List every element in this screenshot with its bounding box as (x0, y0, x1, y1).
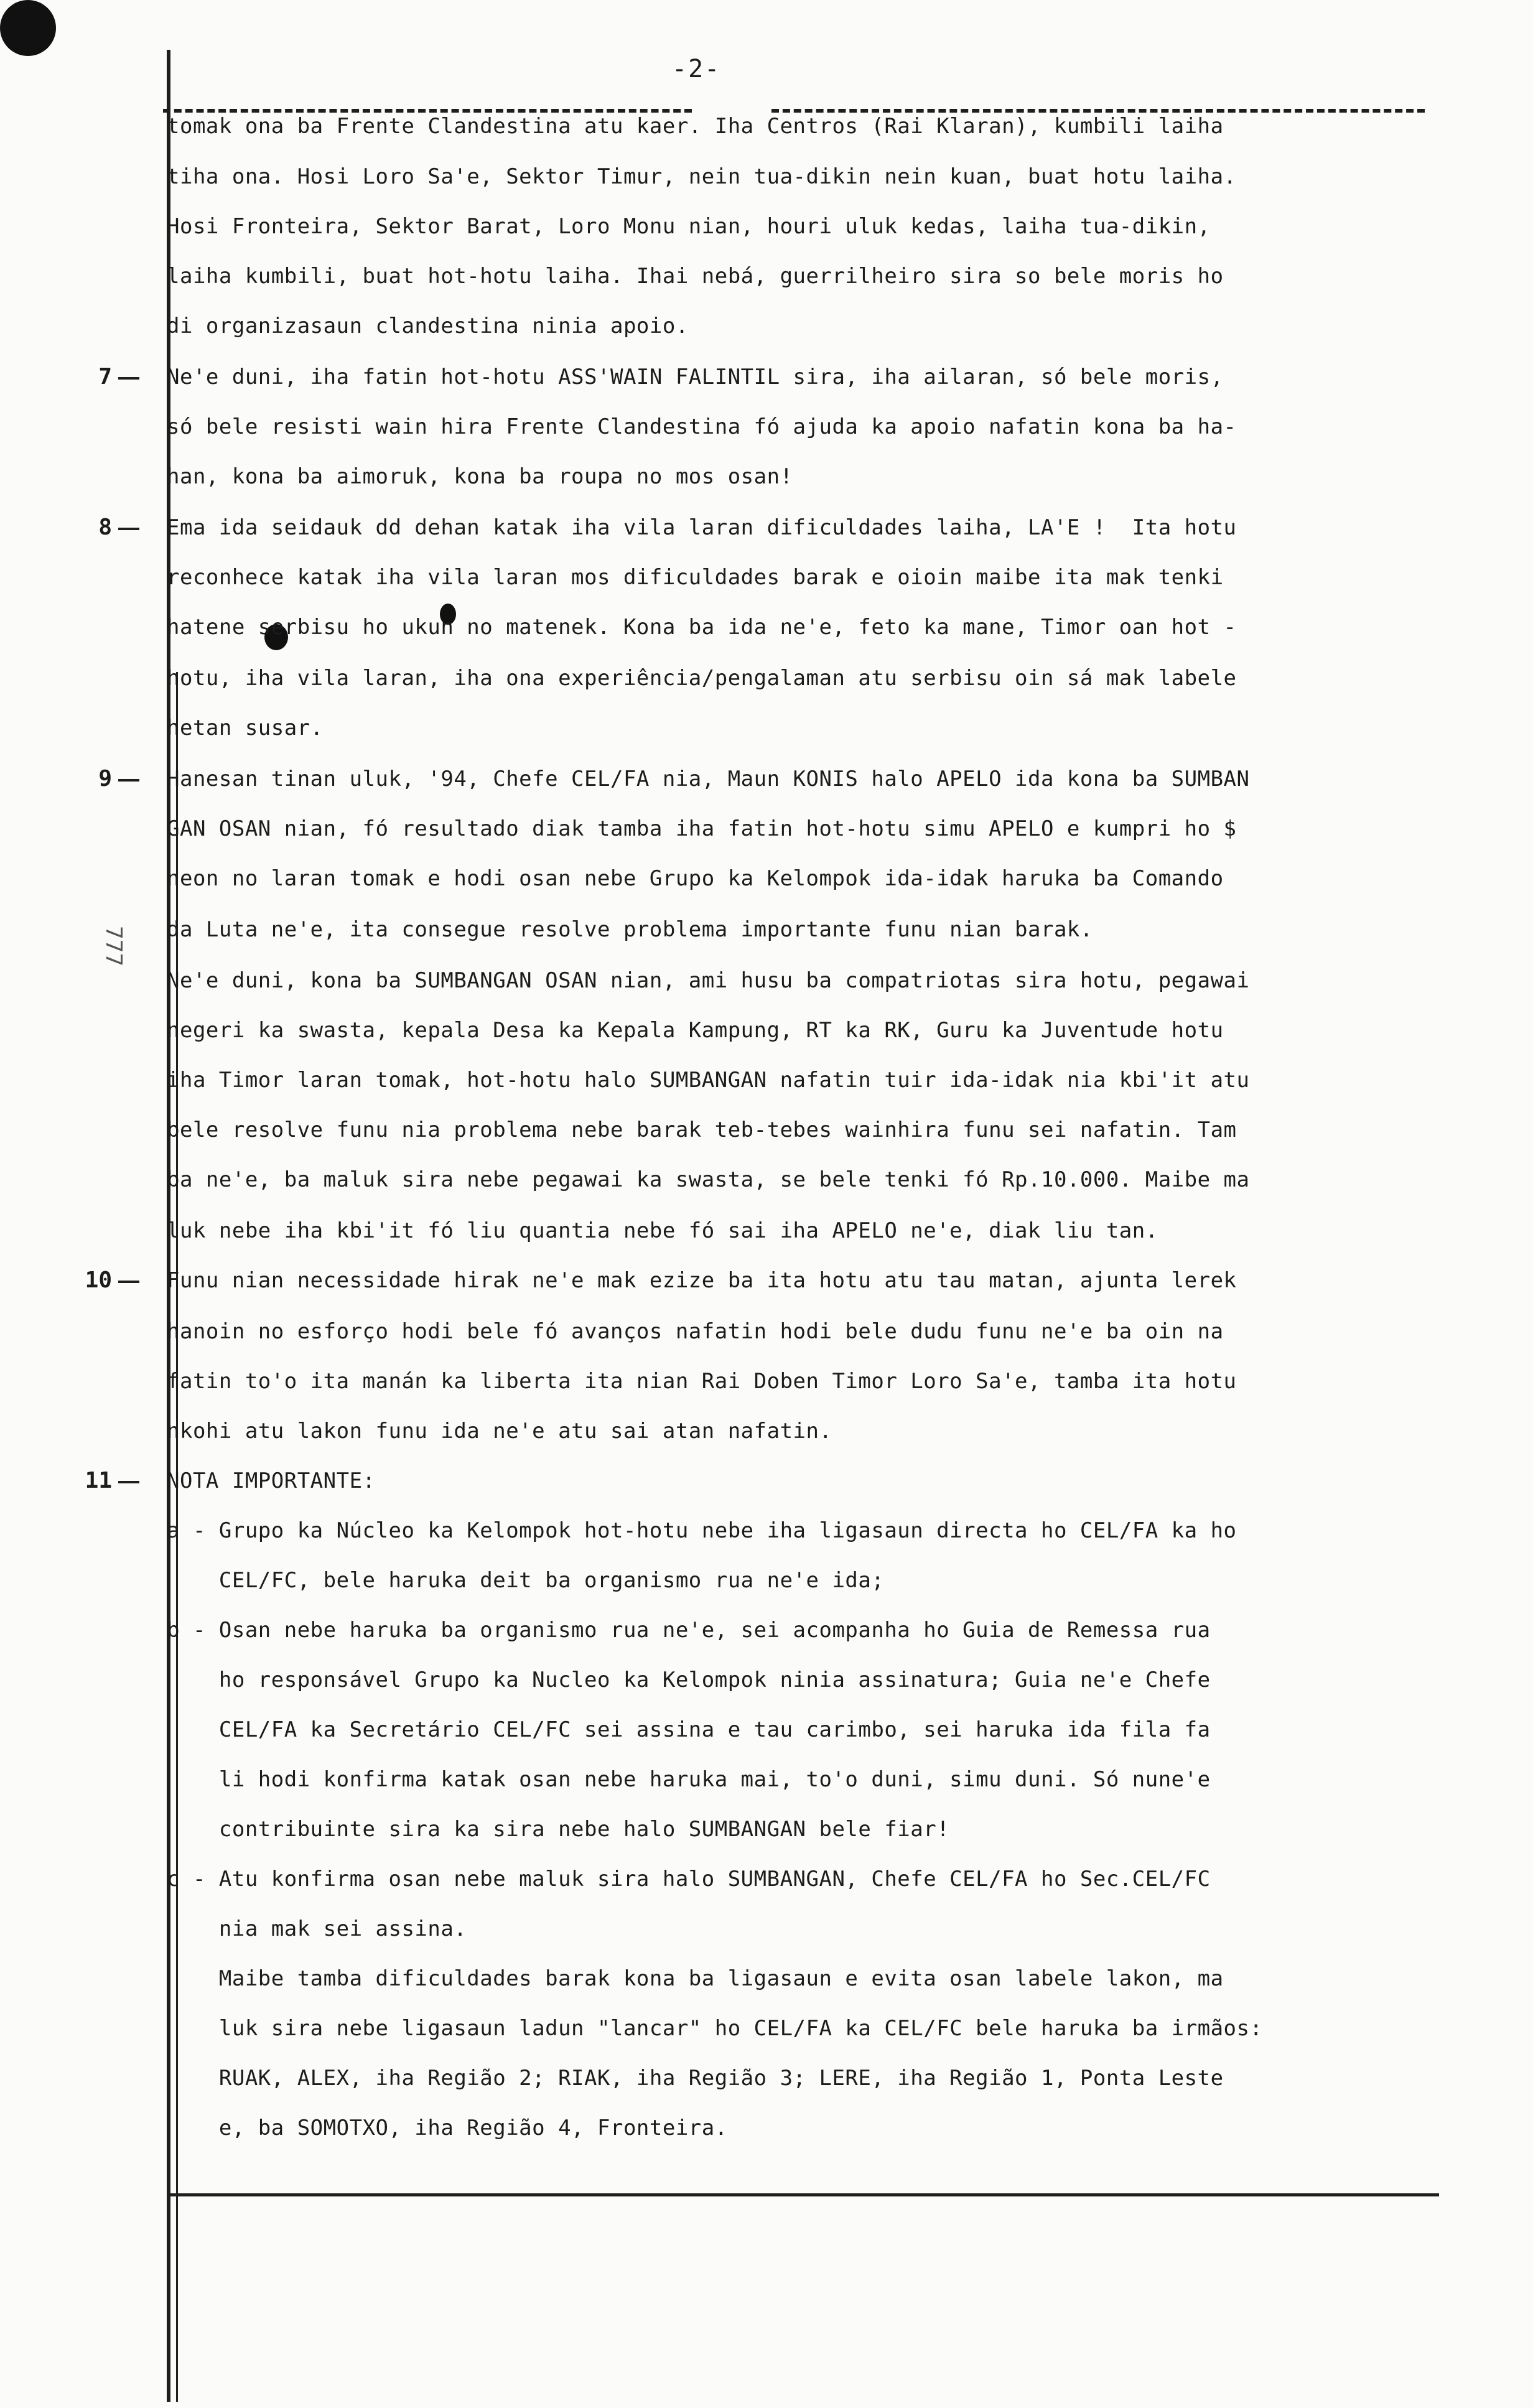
text-line: ho responsável Grupo ka Nucleo ka Kelompok ninia assinatura; Guia ne'e Chefe (167, 1668, 1211, 1692)
text-line: Hanesan tinan uluk, '94, Chefe CEL/FA nia, Maun KONIS halo APELO ida kona ba SUMBAN (167, 767, 1250, 791)
text-line: Ne'e duni, iha fatin hot-hotu ASS'WAIN FALINTIL sira, iha ailaran, só bele moris, (167, 365, 1224, 390)
text-line: RUAK, ALEX, iha Região 2; RIAK, iha Região 3; LERE, iha Região 1, Ponta Leste (167, 2066, 1224, 2091)
text-line: GAN OSAN nian, fó resultado diak tamba iha fatin hot-hotu simu APELO e kumpri ho $ (167, 816, 1237, 841)
text-line: neon no laran tomak e hodi osan nebe Grupo ka Kelompok ida-idak haruka ba Comando (167, 866, 1224, 891)
text-line: NOTA IMPORTANTE: (167, 1468, 376, 1493)
text-line: contribuinte sira ka sira nebe halo SUMBANGAN bele fiar! (167, 1817, 950, 1842)
text-line: negeri ka swasta, kepala Desa ka Kepala Kampung, RT ka RK, Guru ka Juventude hotu (167, 1018, 1224, 1043)
paragraph-dash-11 (118, 1481, 139, 1483)
text-line: Funu nian necessidade hirak ne'e mak ezize ba ita hotu atu tau matan, ajunta lerek (167, 1268, 1237, 1293)
paragraph-dash-8 (118, 528, 139, 530)
text-line: tomak ona ba Frente Clandestina atu kaer. Iha Centros (Rai Klaran), kumbili laiha (167, 114, 1224, 139)
text-line: só bele resisti wain hira Frente Clandestina fó ajuda ka apoio nafatin kona ba ha- (167, 414, 1237, 439)
paragraph-dash-9 (118, 779, 139, 782)
text-line: hatene serbisu ho ukun no matenek. Kona ba ida ne'e, feto ka mane, Timor oan hot - (167, 615, 1237, 640)
paragraph-number-9: 9 (98, 766, 112, 791)
text-line: nkohi atu lakon funu ida ne'e atu sai atan nafatin. (167, 1419, 832, 1444)
text-line: hanoin no esforço hodi bele fó avanços nafatin hodi bele dudu funu ne'e ba oin na (167, 1319, 1224, 1344)
text-line: hotu, iha vila laran, iha ona experiência/pengalaman atu serbisu oin sá mak labele (167, 666, 1237, 691)
text-line: ba ne'e, ba maluk sira nebe pegawai ka swasta, se bele tenki fó Rp.10.000. Maibe ma (167, 1167, 1250, 1192)
text-line: CEL/FA ka Secretário CEL/FC sei assina e tau carimbo, sei haruka ida fila fa (167, 1717, 1211, 1742)
top-dashed-rule-left (163, 109, 692, 113)
text-line: c - Atu konfirma osan nebe maluk sira halo SUMBANGAN, Chefe CEL/FA ho Sec.CEL/FC (167, 1867, 1211, 1892)
text-line: Maibe tamba dificuldades barak kona ba ligasaun e evita osan labele lakon, ma (167, 1966, 1224, 1991)
text-line: Hosi Fronteira, Sektor Barat, Loro Monu nian, houri uluk kedas, laiha tua-dikin, (167, 214, 1211, 239)
text-line: luk nebe iha kbi'it fó liu quantia nebe fó sai iha APELO ne'e, diak liu tan. (167, 1218, 1158, 1243)
text-line: di organizasaun clandestina ninia apoio. (167, 314, 689, 338)
text-line: hetan susar. (167, 716, 324, 740)
text-line: nia mak sei assina. (167, 1916, 467, 1941)
text-line: li hodi konfirma katak osan nebe haruka mai, to'o duni, simu duni. Só nune'e (167, 1767, 1211, 1792)
text-line: e, ba SOMOTXO, iha Região 4, Fronteira. (167, 2116, 728, 2140)
paragraph-number-10: 10 (85, 1267, 112, 1293)
bottom-rule (167, 2193, 1439, 2196)
text-line: tiha ona. Hosi Loro Sa'e, Sektor Timur, nein tua-dikin nein kuan, buat hotu laiha. (167, 164, 1237, 189)
text-line: reconhece katak iha vila laran mos dificuldades barak e oioin maibe ita mak tenki (167, 565, 1224, 590)
text-line: iha Timor laran tomak, hot-hotu halo SUMBANGAN nafatin tuir ida-idak nia kbi'it atu (167, 1068, 1250, 1093)
paragraph-dash-7 (118, 377, 139, 380)
text-line: da Luta ne'e, ita consegue resolve problema importante funu nian barak. (167, 917, 1093, 942)
text-line: laiha kumbili, buat hot-hotu laiha. Ihai nebá, guerrilheiro sira so bele moris ho (167, 264, 1224, 289)
text-line: han, kona ba aimoruk, kona ba roupa no mos osan! (167, 464, 793, 489)
text-line: bele resolve funu nia problema nebe barak teb-tebes wainhira funu sei nafatin. Tam (167, 1118, 1237, 1142)
text-line: Ema ida seidauk dd dehan katak iha vila laran dificuldades laiha, LA'E ! Ita hotu (167, 515, 1237, 540)
paragraph-number-7: 7 (98, 364, 112, 390)
paragraph-number-8: 8 (98, 515, 112, 540)
margin-handwritten-mark: 777 (101, 925, 127, 967)
text-line: CEL/FC, bele haruka deit ba organismo rua ne'e ida; (167, 1568, 885, 1593)
text-line: fatin to'o ita manán ka liberta ita nian Rai Doben Timor Loro Sa'e, tamba ita hotu (167, 1369, 1237, 1394)
text-line: a - Grupo ka Núcleo ka Kelompok hot-hotu nebe iha ligasaun directa ho CEL/FA ka ho (167, 1518, 1237, 1543)
paragraph-number-11: 11 (85, 1468, 112, 1493)
paragraph-dash-10 (118, 1281, 139, 1283)
ink-blot-top-left (0, 0, 56, 56)
text-line: b - Osan nebe haruka ba organismo rua ne'e, sei acompanha ho Guia de Remessa rua (167, 1618, 1211, 1643)
page-number: -2- (672, 55, 721, 83)
top-dashed-rule-right (771, 109, 1425, 113)
text-line: Ne'e duni, kona ba SUMBANGAN OSAN nian, ami husu ba compatriotas sira hotu, pegawai (167, 968, 1250, 993)
text-line: luk sira nebe ligasaun ladun "lancar" ho CEL/FA ka CEL/FC bele haruka ba irmãos: (167, 2016, 1263, 2041)
